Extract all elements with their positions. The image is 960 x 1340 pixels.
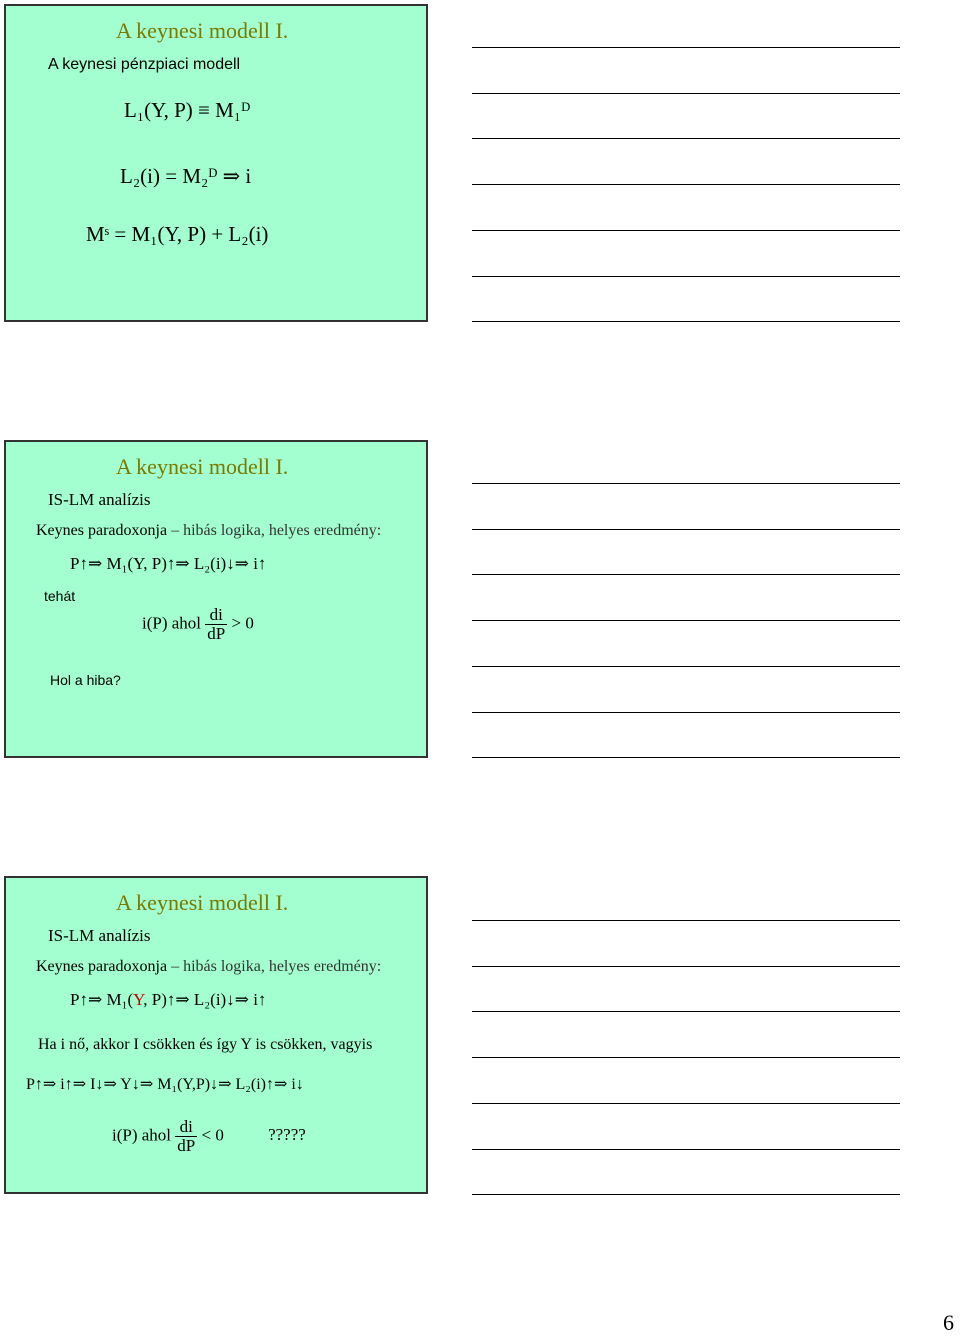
slide-1 <box>4 4 428 322</box>
slide-2-paradox-line <box>36 522 381 540</box>
paradox-rest: – hibás logika, helyes eredmény: <box>167 522 382 539</box>
chain-part-2: , P)↑⇒ L₂(i)↓⇒ i↑ <box>143 990 267 1009</box>
note-line <box>472 620 900 621</box>
note-line <box>472 966 900 967</box>
slide-2-chain: P↑⇒ M₁(Y, P)↑⇒ L₂(i)↓⇒ i↑ <box>70 554 267 573</box>
paradox-label: Keynes paradoxonja <box>36 522 168 539</box>
tehat-label: tehát <box>44 588 76 604</box>
relation-right: < 0 <box>201 1125 224 1145</box>
fraction-denominator: dP <box>177 1135 196 1155</box>
note-line <box>472 138 900 139</box>
relation-right: > 0 <box>231 613 254 633</box>
note-line <box>472 230 900 231</box>
paradox-rest: – hibás logika, helyes eredmény: <box>167 958 382 975</box>
chain-y-highlight: Y <box>133 990 144 1009</box>
derivative-fraction <box>175 1118 197 1155</box>
relation-left: i(P) ahol <box>112 1125 172 1145</box>
chain-part-1: P↑⇒ M₁( <box>70 990 134 1009</box>
equation-3: Mˢ = M₁(Y, P) + L₂(i) <box>86 222 269 246</box>
equation-2: L₂(i) = M₂ᴰ ⇒ i <box>120 164 252 188</box>
slide-3-subtitle: IS-LM analízis <box>48 926 151 945</box>
page-number: 6 <box>943 1310 954 1335</box>
slide-2-relation <box>142 606 254 643</box>
slide-2-subtitle: IS-LM analízis <box>48 490 151 509</box>
note-line <box>472 276 900 277</box>
note-line <box>472 1057 900 1058</box>
note-line <box>472 321 900 322</box>
note-line <box>472 712 900 713</box>
slide-2-title: A keynesi modell I. <box>116 454 289 479</box>
paradox-label: Keynes paradoxonja <box>36 958 168 975</box>
relation-left: i(P) ahol <box>142 613 202 633</box>
note-line <box>472 184 900 185</box>
derivative-fraction <box>205 606 227 643</box>
note-line <box>472 1011 900 1012</box>
question-marks: ????? <box>268 1125 306 1145</box>
slide-2 <box>4 440 428 758</box>
slide-3-relation <box>112 1118 306 1155</box>
note-line <box>472 920 900 921</box>
slide-3-paradox-line <box>36 958 381 976</box>
equation-1: L₁(Y, P) ≡ M₁ᴰ <box>124 98 251 122</box>
slide-1-subtitle: A keynesi pénzpiaci modell <box>48 56 241 73</box>
note-line <box>472 1103 900 1104</box>
slide-3 <box>4 876 428 1194</box>
note-line <box>472 529 900 530</box>
fraction-numerator: di <box>205 606 227 625</box>
note-line <box>472 574 900 575</box>
slide-1-title: A keynesi modell I. <box>116 18 289 43</box>
note-line <box>472 47 900 48</box>
slide-3-chain-2: P↑⇒ i↑⇒ I↓⇒ Y↓⇒ M₁(Y,P)↓⇒ L₂(i)↑⇒ i↓ <box>26 1076 304 1093</box>
note-line <box>472 1194 900 1195</box>
fraction-numerator: di <box>175 1118 197 1137</box>
note-line <box>472 757 900 758</box>
question: Hol a hiba? <box>50 672 121 688</box>
note-line <box>472 1149 900 1150</box>
fraction-denominator: dP <box>207 623 226 643</box>
note-line <box>472 483 900 484</box>
note-line <box>472 93 900 94</box>
explanation-text: Ha i nő, akkor I csökken és így Y is csökken, vagyis <box>38 1036 373 1053</box>
note-line <box>472 666 900 667</box>
slide-3-chain <box>70 990 266 1010</box>
slide-3-title: A keynesi modell I. <box>116 890 289 915</box>
